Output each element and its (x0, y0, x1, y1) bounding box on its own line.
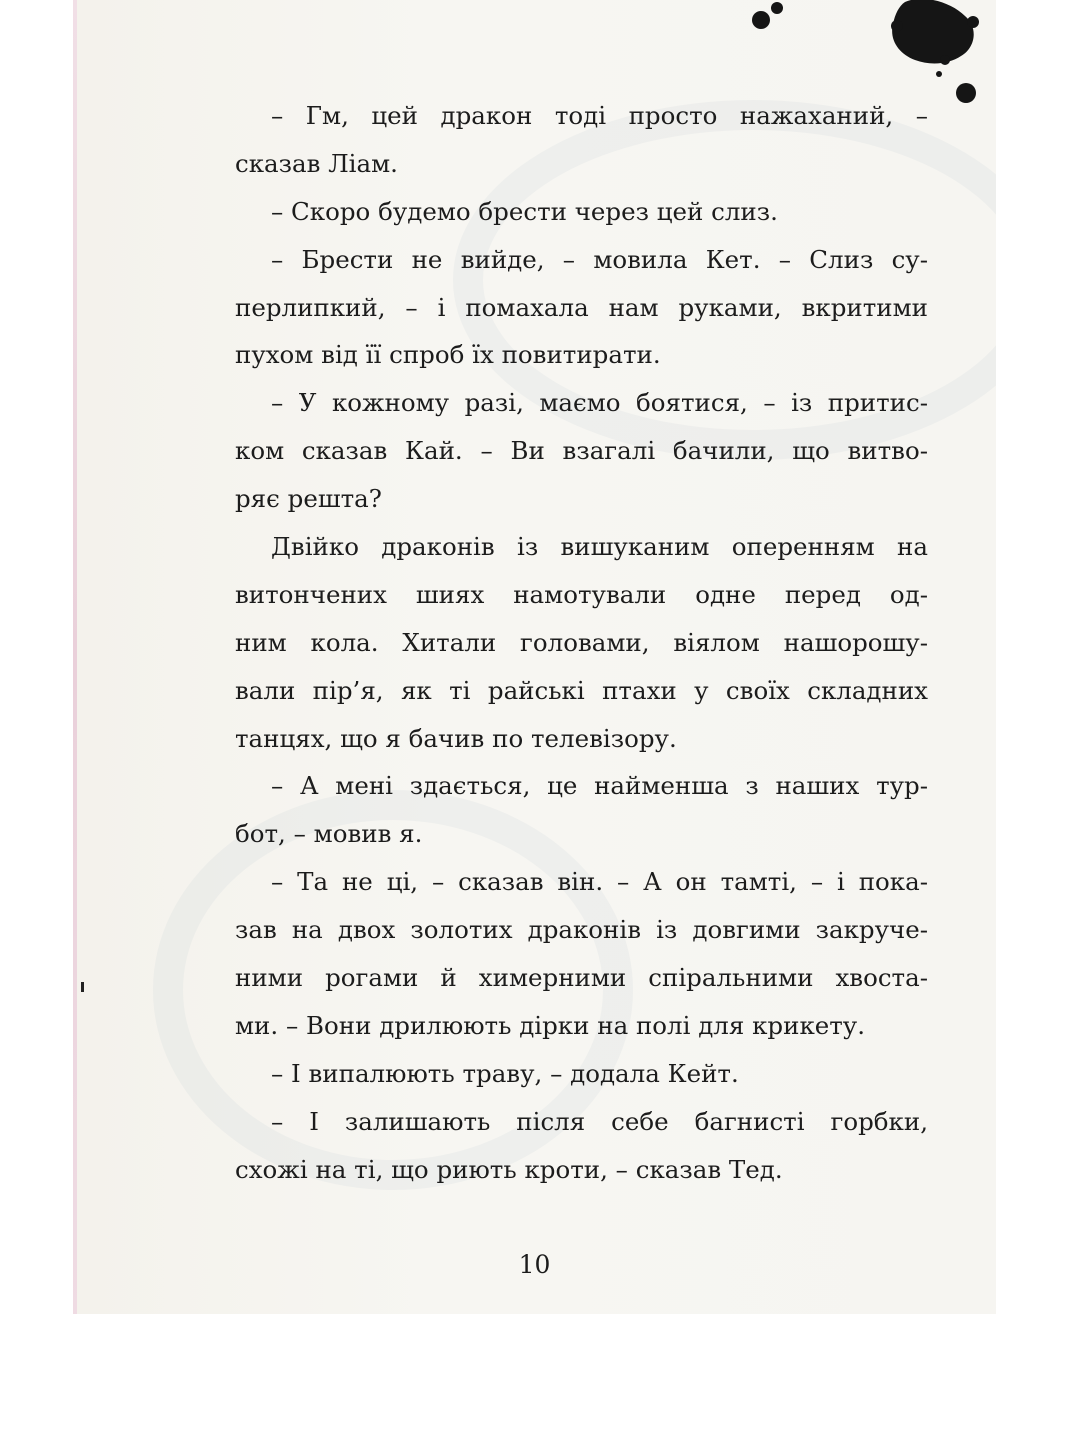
text-line: танцях, що я бачив по телевізору. (235, 723, 677, 753)
text-line: ряє решта? (235, 484, 382, 514)
text-line: – А мені здається, це найменша з наших тур- (271, 771, 928, 801)
text-line: ним кола. Хитали головами, віялом нашорошу- (235, 627, 928, 657)
text-line: ми. – Вони дрилюють дірки на полі для крикету. (235, 1010, 866, 1040)
text-line: – Та не ці, – сказав він. – А он тамті, – і пока- (271, 867, 928, 897)
text-line: схожі на ті, що риють кроти, – сказав Тед. (235, 1154, 783, 1184)
text-line: бот, – мовив я. (235, 819, 423, 849)
page-number: 10 (518, 1250, 551, 1279)
text-line: – І випалюють траву, – додала Кейт. (271, 1058, 739, 1088)
page-edge (73, 0, 77, 1314)
text-line: вали пір’я, як ті райські птахи у своїх складних (235, 675, 928, 705)
text-line: зав на двох золотих драконів із довгими закруче- (235, 915, 928, 945)
book-page (73, 0, 996, 1314)
text-line: пухом від її спроб їх повитирати. (235, 340, 661, 370)
text-line: – Скоро будемо брести через цей слиз. (271, 196, 778, 226)
text-line: ком сказав Кай. – Ви взагалі бачили, що витво- (235, 436, 928, 466)
text-line: перлипкий, – і помахала нам руками, вкритими (235, 292, 928, 322)
text-line: – Гм, цей дракон тоді просто нажаханий, – (271, 101, 928, 130)
text-line: – І залишають після себе багнисті горбки, (271, 1106, 928, 1136)
text-line: ними рогами й химерними спіральними хвоста- (235, 963, 928, 993)
body-text (235, 92, 928, 1193)
text-line: – У кожному разі, маємо боятися, – із притис- (271, 388, 928, 418)
text-line: Двійко драконів із вишуканим опеpенням на (271, 532, 928, 562)
text-line: – Брести не вийде, – мовила Кет. – Слиз су- (271, 244, 928, 274)
spine-mark (81, 982, 84, 992)
text-line: витончених шиях намотували одне перед од- (235, 579, 928, 609)
text-line: сказав Ліам. (235, 148, 398, 178)
